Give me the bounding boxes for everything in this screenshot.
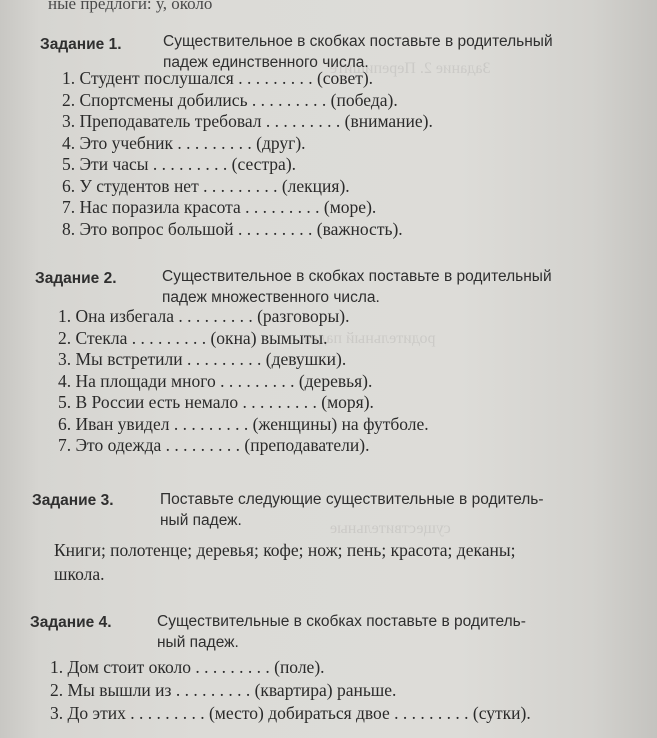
task-instruction xyxy=(157,611,526,653)
word-list-paragraph xyxy=(54,538,515,586)
instruction-line: Существительное в скобках поставьте в родительный xyxy=(162,268,552,285)
instruction-line: ный падеж. xyxy=(160,512,242,529)
bleed-through-text: родительный падеж xyxy=(300,330,436,347)
exercise-item: 2. Спортсмены добились . . . . . . . . . (победа). xyxy=(62,89,398,110)
exercise-item: 7. Нас поразила красота . . . . . . . . . (море). xyxy=(62,197,377,217)
exercise-item: 6. Иван увидел . . . . . . . . . (женщины) на футболе. xyxy=(58,413,429,434)
exercise-item: 3. До этих . . . . . . . . . (место) добираться двое . . . . . . . . . (сутки). xyxy=(50,703,531,723)
exercise-item: 5. Эти часы . . . . . . . . . (сестра). xyxy=(62,154,297,174)
exercise-list xyxy=(50,656,531,725)
task-instruction xyxy=(163,31,553,73)
instruction-line: ный падеж. xyxy=(157,634,239,651)
exercise-item: 1. Она избегала . . . . . . . . . (разговоры). xyxy=(58,306,350,326)
bleed-through-text: существительные xyxy=(330,520,451,537)
exercise-item: 3. Преподаватель требовал . . . . . . . . . (внимание). xyxy=(62,111,433,131)
task-label: Задание 2. xyxy=(35,270,117,287)
exercise-item: 8. Это вопрос большой . . . . . . . . . (важность). xyxy=(62,218,403,239)
instruction-line: Существительные в скобках поставьте в родитель- xyxy=(157,613,526,630)
exercise-item: 6. У студентов нет . . . . . . . . . (лекция). xyxy=(62,175,350,196)
exercise-item: 1. Дом стоит около . . . . . . . . . (поле). xyxy=(50,657,325,677)
instruction-line: Поставьте следующие существительные в родитель- xyxy=(160,491,544,508)
exercise-item: 4. Это учебник . . . . . . . . . (друг). xyxy=(62,132,306,153)
exercise-list xyxy=(58,306,429,457)
task-instruction xyxy=(162,266,552,308)
task-label: Задание 3. xyxy=(32,492,114,509)
task-label: Задание 4. xyxy=(30,614,112,631)
exercise-item: 2. Стекла . . . . . . . . . (окна) вымыты. xyxy=(58,327,328,348)
exercise-item: 5. В России есть немало . . . . . . . . . (моря). xyxy=(58,392,374,412)
bleed-through-text: Задание 2. Перепишите xyxy=(330,60,491,77)
task-label: Задание 1. xyxy=(40,36,122,53)
exercise-item: 1. Студент послушался . . . . . . . . . (совет). xyxy=(62,68,374,88)
task-instruction xyxy=(160,489,544,531)
exercise-item: 7. Это одежда . . . . . . . . . (преподаватели). xyxy=(58,435,370,455)
instruction-line: падеж множественного числа. xyxy=(162,289,380,306)
exercise-item: 3. Мы встретили . . . . . . . . . (девушки). xyxy=(58,349,347,369)
instruction-line: Существительное в скобках поставьте в родительный xyxy=(163,33,553,50)
paragraph-line: школа. xyxy=(54,564,105,584)
previous-page-fragment: ные предлоги: у, около xyxy=(48,0,213,13)
exercise-list xyxy=(62,68,433,240)
exercise-item: 4. На площади много . . . . . . . . . (деревья). xyxy=(58,370,373,391)
exercise-item: 2. Мы вышли из . . . . . . . . . (квартира) раньше. xyxy=(50,680,397,700)
paragraph-line: Книги; полотенце; деревья; кофе; нож; пень; красота; деканы; xyxy=(54,540,516,560)
instruction-line: падеж единственного числа. xyxy=(163,54,369,71)
